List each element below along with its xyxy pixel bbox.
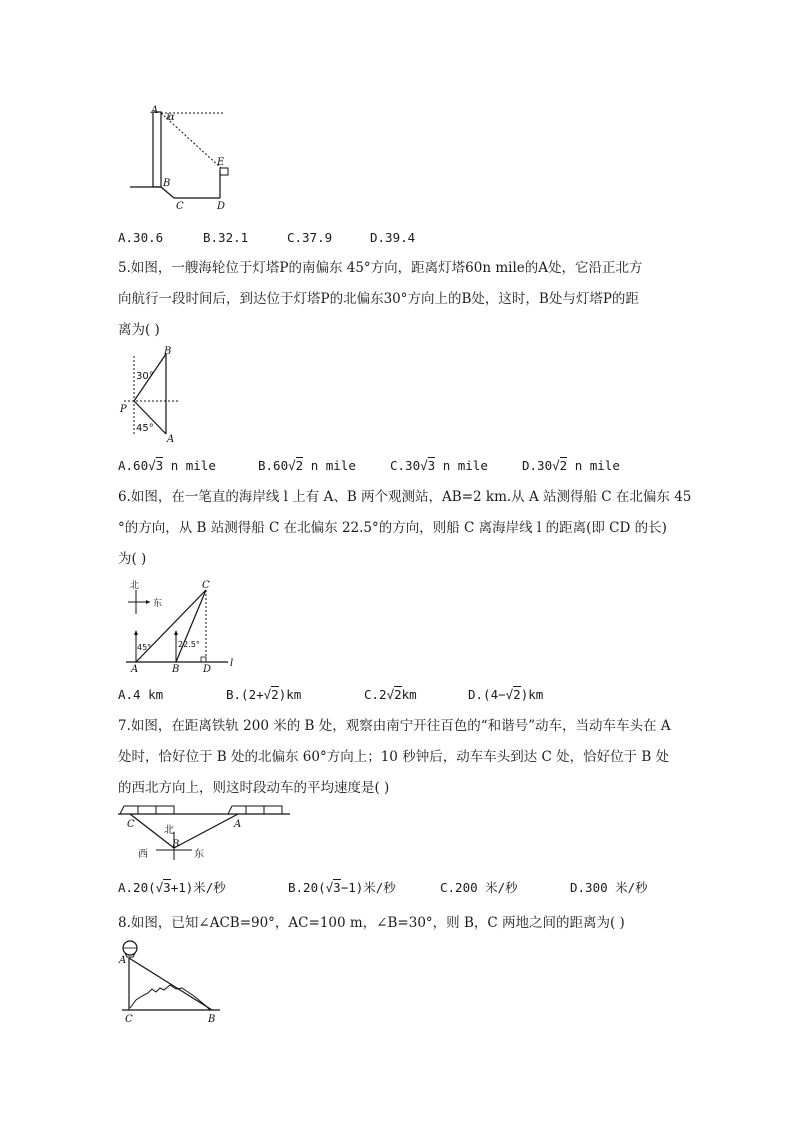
fig6-label-D: D bbox=[203, 664, 212, 674]
sqrt-icon: √ bbox=[155, 880, 164, 895]
sqrt-icon: √ bbox=[552, 458, 560, 473]
q5-line-1: 5.如图，一艘海轮位于灯塔P的南偏东 45°方向，距离灯塔60n mile的A处，它沿正北方 bbox=[118, 260, 643, 276]
q5-option-c-post: n mile bbox=[435, 458, 488, 473]
fig6-label-north: 北 bbox=[130, 581, 140, 591]
q6-option-c-post: km bbox=[401, 687, 417, 702]
q6-option-d-post: )km bbox=[520, 687, 544, 702]
q5-option-a-rad: 3 bbox=[155, 458, 164, 473]
figure-q5 bbox=[116, 344, 188, 446]
q4-option-b[interactable]: B.32.1 bbox=[203, 230, 249, 245]
fig7-label-east: 东 bbox=[194, 849, 204, 860]
q7-option-c[interactable]: C.200 米/秒 bbox=[440, 880, 518, 895]
q7-line-1: 7.如图，在距离铁轨 200 米的 B 处，观察由南宁开往百色的“和谐号”动车，当动车车头在 A bbox=[118, 718, 671, 734]
q6-line-1: 6.如图，在一笔直的海岸线 l 上有 A、B 两个观测站，AB=2 km.从 A 站测得船 C 在北偏东 45 bbox=[118, 489, 692, 505]
fig6-label-22-5: 22.5° bbox=[178, 640, 200, 649]
q5-option-b-pre: B.60 bbox=[258, 458, 289, 473]
q4-option-d[interactable]: D.39.4 bbox=[370, 230, 416, 245]
fig5-label-A: A bbox=[167, 434, 175, 445]
q6-option-c-rad: 2 bbox=[394, 687, 402, 702]
fig8-label-A: A bbox=[119, 955, 127, 966]
q6-option-b[interactable] bbox=[226, 686, 301, 704]
q8-line-1: 8.如图，已知∠ACB=90°，AC=100 m，∠B=30°，则 B，C 两地之间的距离为( ) bbox=[118, 915, 625, 931]
figure-q4 bbox=[128, 104, 240, 212]
q5-option-a-post: n mile bbox=[163, 458, 216, 473]
q5-option-b[interactable] bbox=[258, 457, 356, 475]
q7-option-b[interactable] bbox=[288, 879, 396, 897]
q7-line-3: 的西北方向上，则这时段动车的平均速度是( ) bbox=[118, 780, 390, 796]
fig5-label-P: P bbox=[120, 404, 127, 415]
q5-line-3: 离为( ) bbox=[118, 322, 160, 338]
fig7-label-C: C bbox=[127, 819, 135, 830]
q6-option-b-rad: 2 bbox=[271, 687, 279, 702]
q7-option-b-rad: 3 bbox=[333, 880, 341, 895]
q7-option-a[interactable] bbox=[118, 879, 226, 897]
sqrt-icon: √ bbox=[148, 458, 156, 473]
fig8-label-B: B bbox=[208, 1014, 216, 1025]
q6-option-c[interactable] bbox=[364, 686, 417, 704]
fig6-label-east: 东 bbox=[153, 599, 163, 609]
q7-option-d[interactable]: D.300 米/秒 bbox=[570, 880, 648, 895]
fig6-label-l: l bbox=[230, 658, 234, 669]
figure-q8 bbox=[116, 938, 226, 1026]
q5-option-d-rad: 2 bbox=[559, 458, 568, 473]
q6-option-d[interactable] bbox=[468, 686, 543, 704]
q7-option-b-pre: B.20( bbox=[288, 880, 326, 895]
fig7-label-west: 西 bbox=[138, 849, 148, 860]
q6-line-2: °的方向，从 B 站测得船 C 在北偏东 22.5°的方向，则船 C 离海岸线 l 的距离(即 CD 的长) bbox=[118, 520, 667, 536]
q5-option-a-pre: A.60 bbox=[118, 458, 149, 473]
q7-option-a-pre: A.20( bbox=[118, 880, 156, 895]
figure-q6 bbox=[116, 578, 242, 674]
q5-option-c[interactable] bbox=[390, 457, 488, 475]
fig5-label-B: B bbox=[164, 346, 172, 357]
fig7-label-A: A bbox=[234, 819, 242, 830]
fig7-label-north: 北 bbox=[164, 825, 174, 836]
fig1-label-C: C bbox=[176, 201, 184, 212]
fig6-label-C: C bbox=[202, 580, 210, 591]
q4-option-a[interactable]: A.30.6 bbox=[118, 230, 164, 245]
q5-option-d[interactable] bbox=[522, 457, 620, 475]
fig6-label-45: 45° bbox=[137, 643, 152, 652]
fig1-label-B: B bbox=[163, 178, 171, 189]
q7-option-a-post: +1)米/秒 bbox=[170, 880, 226, 895]
sqrt-icon: √ bbox=[288, 458, 296, 473]
q6-line-3: 为( ) bbox=[118, 551, 147, 567]
sqrt-icon: √ bbox=[263, 687, 272, 702]
q5-option-c-rad: 3 bbox=[427, 458, 436, 473]
figure-q7 bbox=[116, 802, 292, 864]
sqrt-icon: √ bbox=[325, 880, 334, 895]
q5-option-d-pre: D.30 bbox=[522, 458, 553, 473]
q5-line-2: 向航行一段时间后，到达位于灯塔P的北偏东30°方向上的B处，这时，B处与灯塔P的距 bbox=[118, 291, 639, 307]
q7-option-b-post: −1)米/秒 bbox=[340, 880, 396, 895]
fig5-label-30: 30° bbox=[136, 371, 154, 382]
q7-line-2: 处时，恰好位于 B 处的北偏东 60°方向上；10 秒钟后，动车车头到达 C 处，恰好位于 B 处 bbox=[118, 749, 670, 765]
q5-option-b-rad: 2 bbox=[295, 458, 304, 473]
fig6-label-A: A bbox=[131, 664, 139, 674]
q5-option-d-post: n mile bbox=[567, 458, 620, 473]
fig6-label-B: B bbox=[172, 664, 180, 674]
fig5-label-45: 45° bbox=[136, 423, 154, 434]
q6-option-c-pre: C.2 bbox=[364, 687, 387, 702]
sqrt-icon: √ bbox=[420, 458, 428, 473]
q6-option-d-rad: 2 bbox=[513, 687, 521, 702]
sqrt-icon: √ bbox=[505, 687, 514, 702]
fig1-label-A: A bbox=[151, 105, 159, 116]
q5-option-b-post: n mile bbox=[303, 458, 356, 473]
q5-option-c-pre: C.30 bbox=[390, 458, 421, 473]
q7-option-a-rad: 3 bbox=[163, 880, 171, 895]
fig7-label-B: B bbox=[172, 839, 180, 850]
fig1-label-D: D bbox=[217, 201, 226, 212]
q5-option-a[interactable] bbox=[118, 457, 216, 475]
q6-option-a[interactable]: A.4 km bbox=[118, 687, 164, 702]
fig8-label-C: C bbox=[125, 1014, 133, 1025]
q4-option-c[interactable]: C.37.9 bbox=[287, 230, 333, 245]
sqrt-icon: √ bbox=[386, 687, 395, 702]
fig1-label-E: E bbox=[217, 157, 225, 168]
q6-option-d-pre: D.(4− bbox=[468, 687, 506, 702]
q6-option-b-pre: B.(2+ bbox=[226, 687, 264, 702]
fig1-label-alpha: α bbox=[168, 112, 175, 123]
q6-option-b-post: )km bbox=[278, 687, 302, 702]
